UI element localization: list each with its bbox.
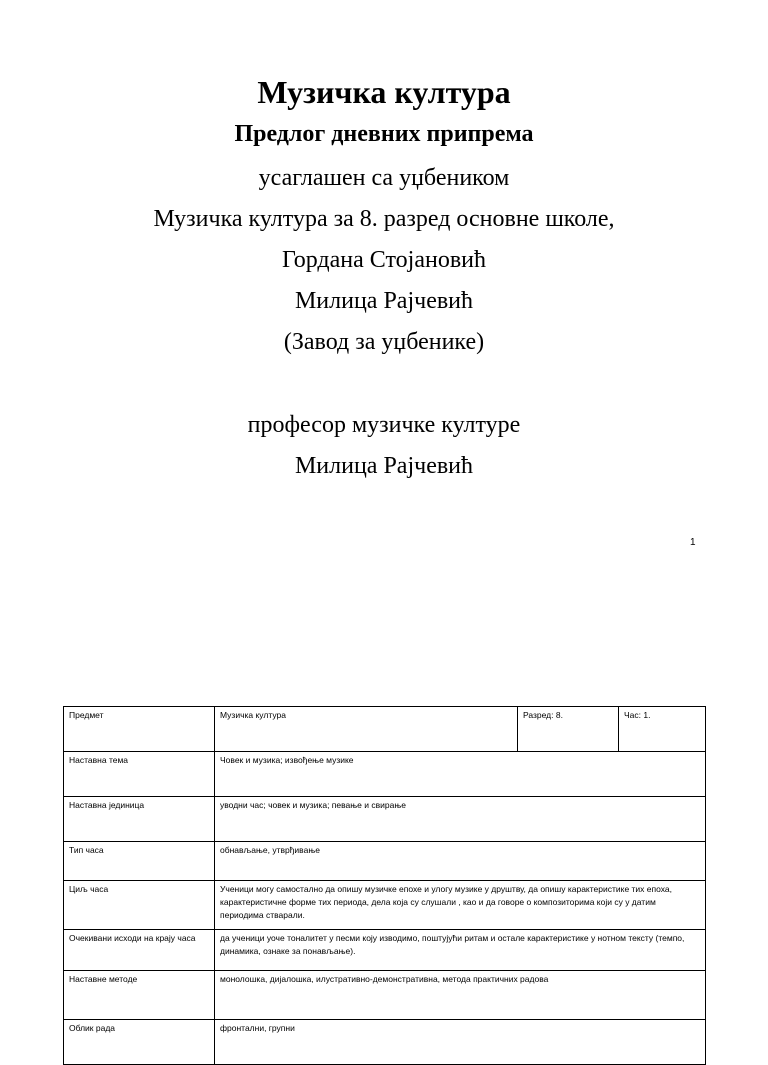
title-line-publisher: (Завод за уџбенике) [283, 329, 485, 355]
table-cell-label: Тип часа [64, 842, 215, 881]
table-cell-value: фронтални, групни [215, 1020, 706, 1065]
title-line-author-2: Милица Рајчевић [294, 288, 474, 314]
page-number: 1 [690, 537, 696, 548]
lesson-plan-table [63, 706, 706, 1065]
title-line-author-1: Гордана Стојановић [281, 247, 486, 273]
table-cell-value: да ученици уоче тоналитет у песми коју изводимо, поштујући ритам и остале карактеристике у нотном тексту (темпо, динамика, ознаке за понављање). [215, 930, 706, 971]
document-subtitle: Предлог дневних припрема [234, 121, 534, 147]
author-name: Милица Рајчевић [294, 453, 474, 479]
table-row [64, 1020, 706, 1065]
table-cell-label: Облик рада [64, 1020, 215, 1065]
table-cell-value: Човек и музика; извођење музике [215, 752, 706, 797]
table-cell-label: Наставне методе [64, 971, 215, 1020]
title-line-textbook: усаглашен са уџбеником [258, 165, 510, 191]
table-row [64, 971, 706, 1020]
table-cell-value: Музичка култура [215, 707, 518, 752]
table-cell-value: уводни час; човек и музика; певање и свирање [215, 797, 706, 842]
table-row [64, 842, 706, 881]
table-cell-value: Ученици могу самостално да опишу музичке епохе и улогу музике у друштву, да опишу карактеристике тих епоха, карактеристичне форме тих периода, дела која су слушали , као и да говоре о композиторима који су у датим периодима стварали. [215, 881, 706, 930]
table-cell-grade: Разред: 8. [518, 707, 619, 752]
table-cell-value: монолошка, дијалошка, илустративно-демонстративна, метода практичних радова [215, 971, 706, 1020]
table-row [64, 752, 706, 797]
table-cell-value: обнављање, утврђивање [215, 842, 706, 881]
table-row [64, 797, 706, 842]
title-block [0, 70, 768, 487]
table-cell-label: Наставна тема [64, 752, 215, 797]
table-cell-label: Очекивани исходи на крају часа [64, 930, 215, 971]
table-row-subject [64, 707, 706, 752]
title-gap [0, 363, 768, 405]
table-cell-label: Предмет [64, 707, 215, 752]
table-row [64, 930, 706, 971]
author-role: професор музичке културе [247, 412, 521, 438]
title-line-book-name: Музичка култура за 8. разред основне школе, [153, 206, 615, 232]
table-cell-lesson: Час: 1. [619, 707, 706, 752]
document-title: Музичка култура [257, 74, 511, 110]
table-row [64, 881, 706, 930]
table-cell-label: Наставна јединица [64, 797, 215, 842]
table-cell-label: Циљ часа [64, 881, 215, 930]
